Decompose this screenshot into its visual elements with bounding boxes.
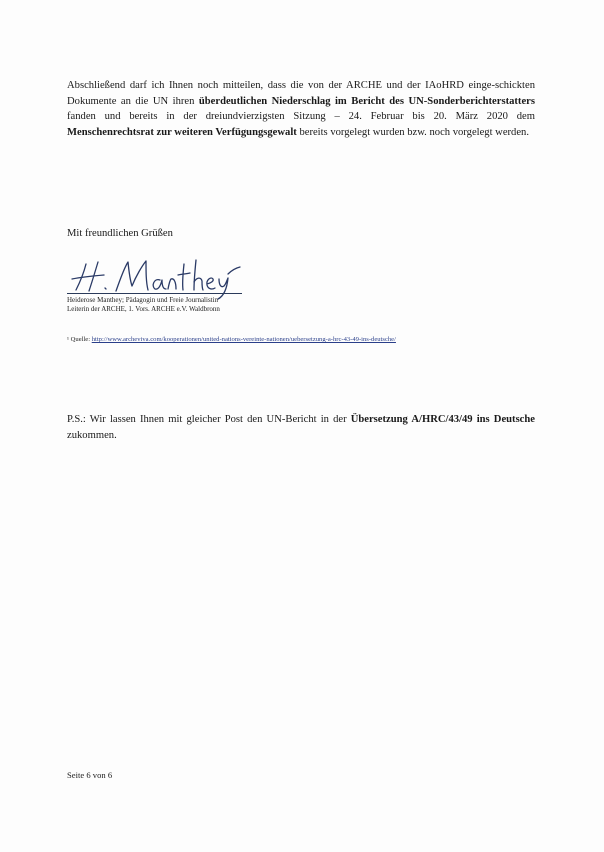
footnote-marker: ¹ bbox=[67, 336, 69, 343]
ps-text-1: P.S.: Wir lassen Ihnen mit gleicher Post den UN-Bericht in der bbox=[67, 414, 351, 425]
greeting: Mit freundlichen Grüßen bbox=[67, 228, 173, 239]
signer-role: Leiterin der ARCHE, 1. Vors. ARCHE e.V. Waldbronn bbox=[67, 305, 220, 313]
intro-text-2: fanden und bereits in der dreiundvierzigsten Sitzung – 24. Februar bis 20. März 2020 dem bbox=[67, 111, 535, 123]
signature-underline bbox=[67, 293, 242, 294]
intro-bold-1: überdeutlichen Niederschlag im Bericht des UN-Sonderberichterstatters bbox=[198, 95, 535, 107]
footnote-label: Quelle: bbox=[68, 336, 92, 343]
closing-paragraph bbox=[67, 78, 535, 140]
postscript bbox=[67, 412, 535, 443]
intro-text-1: Abschließend darf ich Ihnen noch mitteilen, dass die von der ARCHE und der IAoHRD einge-schickten Dokumente an die UN ihren bbox=[67, 80, 535, 107]
ps-bold-1: Übersetzung A/HRC/43/49 ins Deutsche bbox=[350, 414, 535, 425]
footnote bbox=[67, 335, 396, 345]
page-number: Seite 6 von 6 bbox=[67, 770, 113, 780]
ps-text-2: zukommen. bbox=[67, 429, 117, 441]
intro-bold-2: Menschenrechtsrat zur weiteren Verfügungsgewalt bbox=[67, 126, 297, 138]
signer-name: Heiderose Manthey; Pädagogin und Freie Journalistin bbox=[67, 296, 219, 304]
intro-text-3: bereits vorgelegt wurden bzw. noch vorgelegt werden. bbox=[296, 126, 530, 138]
footnote-link[interactable]: http://www.archeviva.com/kooperationen/united-nations-vereinte-nationen/uebersetzung-a-hrc-43-49-ins-deutsche/ bbox=[91, 336, 396, 343]
